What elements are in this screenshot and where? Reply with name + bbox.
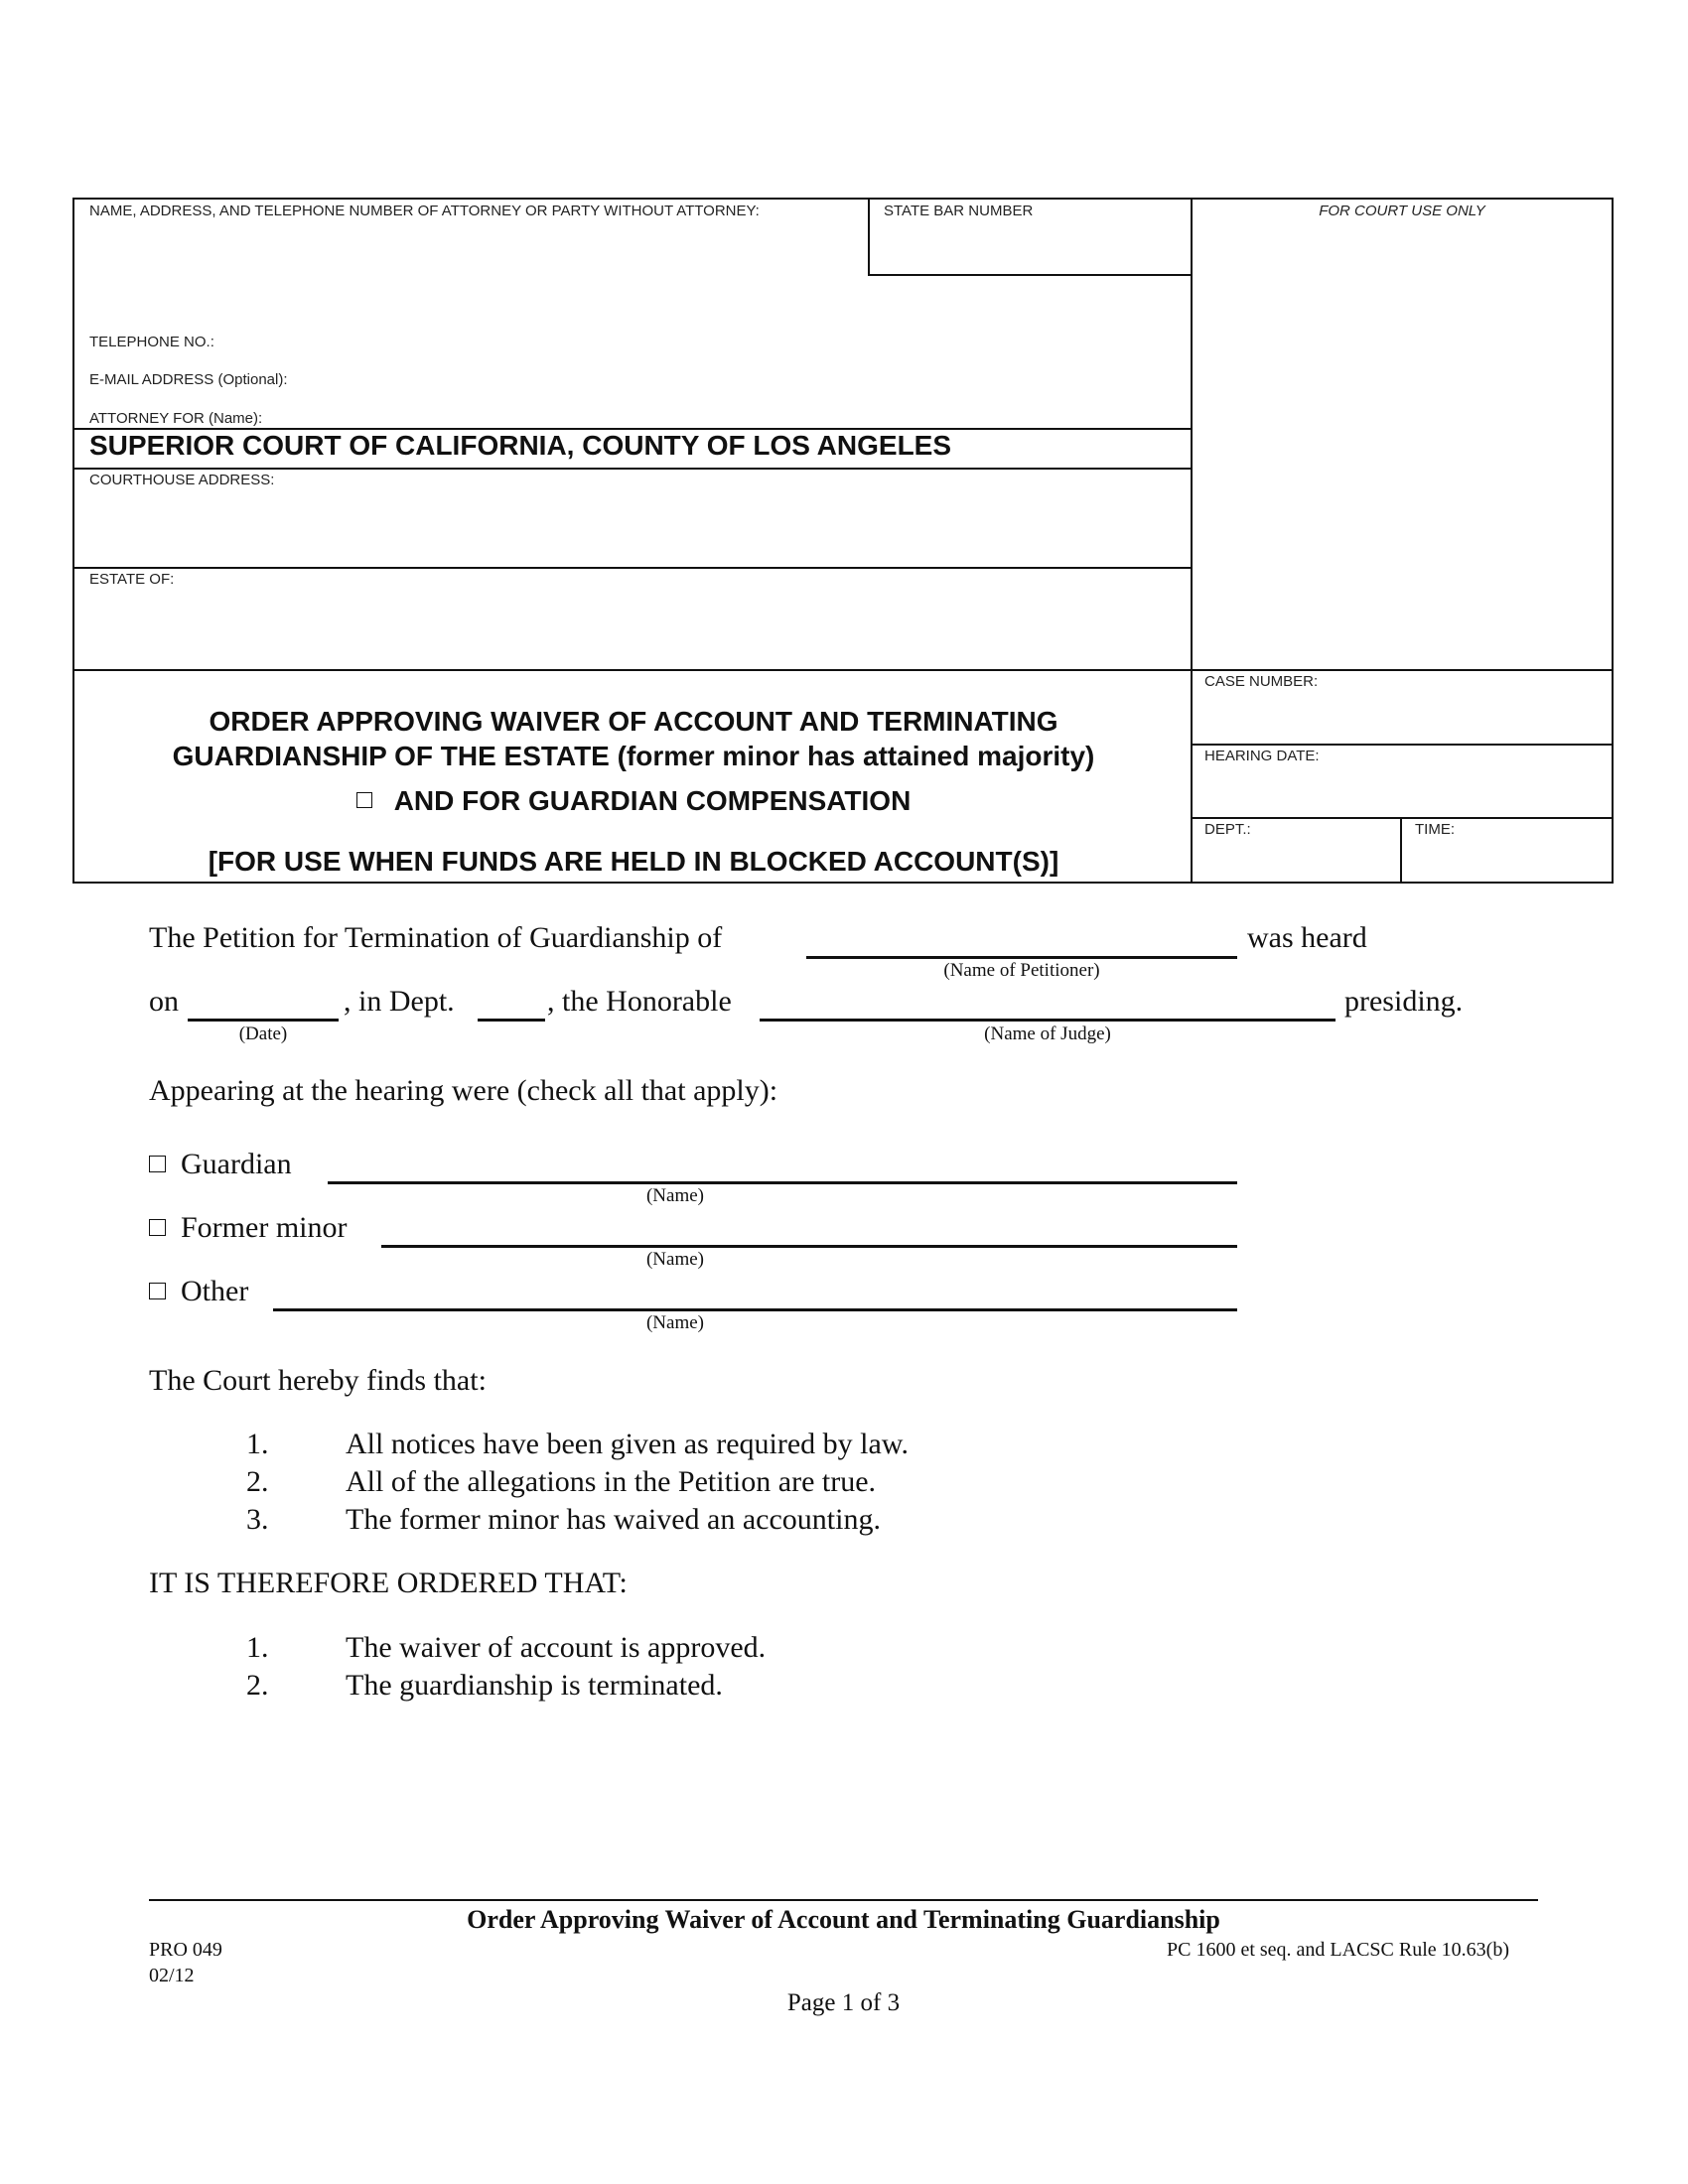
order-2-number: 2. [246,1669,269,1702]
estate-of-label: ESTATE OF: [89,571,175,588]
courthouse-address-label: COURTHOUSE ADDRESS: [89,472,275,488]
former-minor-name-line[interactable] [381,1245,1237,1248]
other-name-caption: (Name) [645,1312,705,1333]
guardian-name-line[interactable] [328,1181,1237,1184]
in-dept-text: , in Dept. [344,985,455,1018]
court-name: SUPERIOR COURT OF CALIFORNIA, COUNTY OF LOS ANGELES [89,430,952,461]
caption-divider-main [1191,200,1193,884]
petitioner-name-caption: (Name of Petitioner) [943,960,1100,981]
guardian-checkbox[interactable] [149,1156,166,1172]
form-title-line-4: [FOR USE WHEN FUNDS ARE HELD IN BLOCKED ACCOUNT(S)] [208,846,1059,877]
former-minor-name-caption: (Name) [645,1249,705,1270]
was-heard-text: was heard [1247,921,1367,954]
state-bar-box-left [868,200,870,275]
state-bar-label: STATE BAR NUMBER [884,203,1034,219]
form-revision: 02/12 [149,1965,195,1986]
appearing-intro: Appearing at the hearing were (check all that apply): [149,1074,778,1107]
finding-2-number: 2. [246,1465,269,1498]
compensation-label: AND FOR GUARDIAN COMPENSATION [393,785,912,816]
appearance-former-minor [149,1211,347,1245]
telephone-label: TELEPHONE NO.: [89,334,214,350]
rule-below-case-number [1191,744,1614,746]
finding-3-text: The former minor has waived an accounting. [346,1503,881,1536]
on-text: on [149,985,179,1018]
attorney-label: NAME, ADDRESS, AND TELEPHONE NUMBER OF ATTORNEY OR PARTY WITHOUT ATTORNEY: [89,203,760,219]
finding-1-text: All notices have been given as required by law. [346,1428,910,1460]
footer-title: Order Approving Waiver of Account and Terminating Guardianship [467,1905,1220,1934]
footer-rule [149,1899,1538,1901]
petition-intro: The Petition for Termination of Guardianship of [149,921,723,954]
rule-above-title [74,669,1614,671]
rule-below-court-name [74,468,1192,470]
honorable-text: , the Honorable [547,985,732,1018]
other-name-line[interactable] [273,1308,1237,1311]
other-checkbox[interactable] [149,1283,166,1299]
rule-below-hearing-date [1191,817,1614,819]
other-label: Other [181,1275,249,1307]
case-number-label: CASE NUMBER: [1204,673,1319,690]
dept-line[interactable] [478,1019,545,1022]
guardian-name-caption: (Name) [645,1185,705,1206]
email-label: E-MAIL ADDRESS (Optional): [89,371,288,388]
court-use-label: FOR COURT USE ONLY [1319,203,1485,219]
appearance-other [149,1275,248,1308]
ordered-intro: IT IS THEREFORE ORDERED THAT: [149,1567,628,1599]
finding-3-number: 3. [246,1503,269,1536]
compensation-checkbox[interactable] [356,792,372,808]
footer-citation: PC 1600 et seq. and LACSC Rule 10.63(b) [1167,1939,1509,1961]
finding-2-text: All of the allegations in the Petition are true. [346,1465,877,1498]
form-title-line-1: ORDER APPROVING WAIVER OF ACCOUNT AND TERMINATING [209,706,1058,737]
former-minor-checkbox[interactable] [149,1219,166,1236]
attorney-for-label: ATTORNEY FOR (Name): [89,410,263,427]
state-bar-box-bottom [868,274,1192,276]
caption-box [72,198,1614,884]
form-number: PRO 049 [149,1939,222,1961]
rule-above-estate [74,567,1192,569]
findings-intro: The Court hereby finds that: [149,1364,487,1397]
order-2-text: The guardianship is terminated. [346,1669,723,1702]
dept-label: DEPT.: [1204,821,1251,838]
date-line[interactable] [188,1019,339,1022]
dept-time-divider [1400,817,1402,884]
guardian-label: Guardian [181,1148,292,1180]
date-caption: (Date) [238,1024,288,1044]
time-label: TIME: [1415,821,1455,838]
page-number: Page 1 of 3 [786,1989,901,2016]
hearing-date-label: HEARING DATE: [1204,748,1320,764]
presiding-text: presiding. [1344,985,1464,1018]
form-title-line-3 [74,785,1193,817]
petitioner-name-line[interactable] [806,956,1237,959]
former-minor-label: Former minor [181,1211,348,1244]
form-title-line-2: GUARDIANSHIP OF THE ESTATE (former minor has attained majority) [172,741,1095,771]
appearance-guardian [149,1148,292,1181]
judge-name-caption: (Name of Judge) [984,1024,1111,1044]
order-1-number: 1. [246,1631,269,1664]
judge-name-line[interactable] [760,1019,1336,1022]
order-1-text: The waiver of account is approved. [346,1631,767,1664]
finding-1-number: 1. [246,1428,269,1460]
